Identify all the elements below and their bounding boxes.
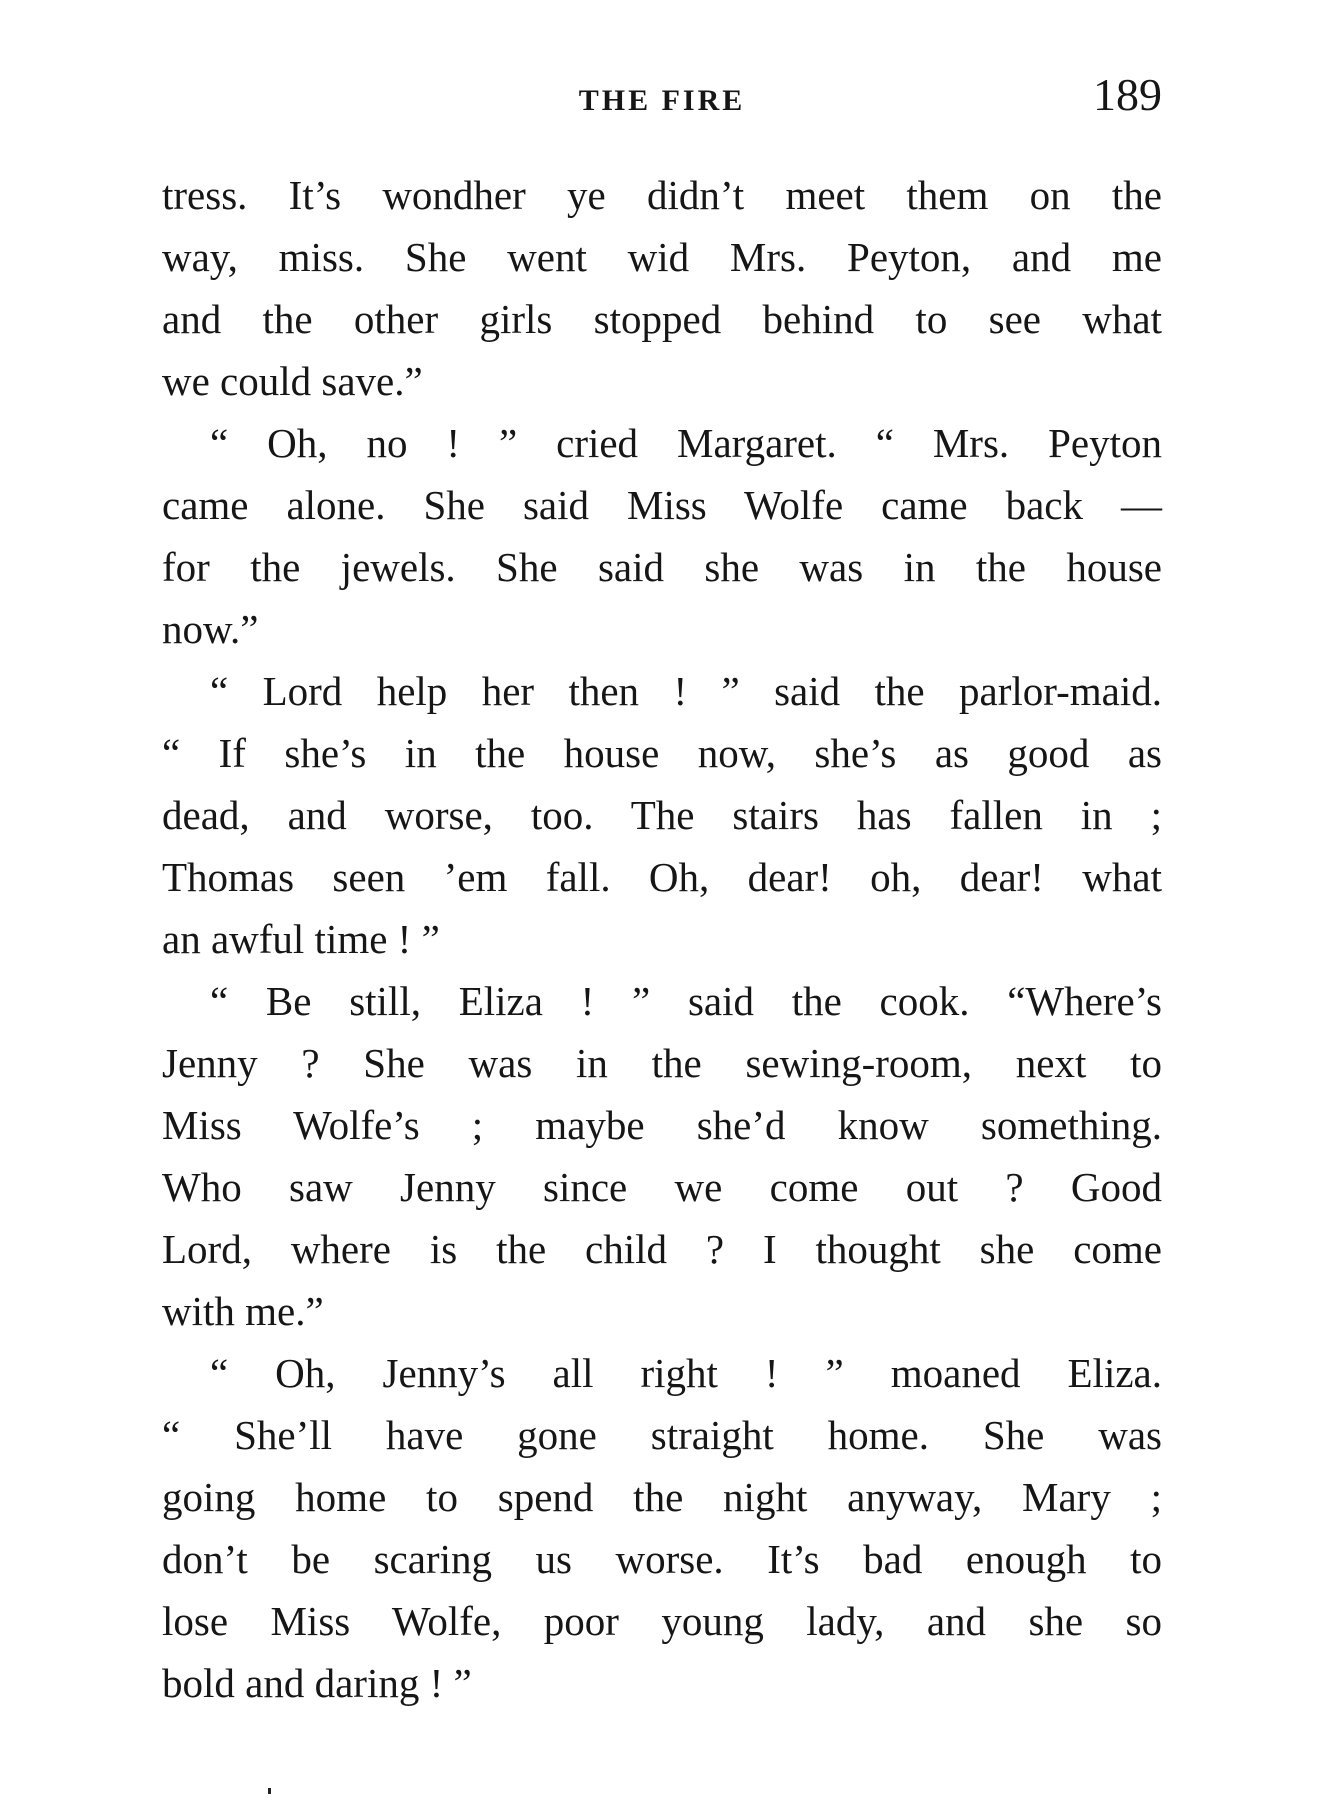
text-line: don’t be scaring us worse. It’s bad enough to	[162, 1536, 1162, 1582]
text-line: Jenny ? She was in the sewing-room, next to	[162, 1040, 1162, 1086]
text-line: “ Oh, no ! ” cried Margaret. “ Mrs. Peyton	[210, 420, 1162, 466]
paragraph-1	[162, 164, 1162, 412]
running-title: THE FIRE	[578, 84, 746, 117]
text-line: “ Be still, Eliza ! ” said the cook. “Where’s	[210, 978, 1162, 1024]
page-header	[162, 68, 1162, 128]
page-number: 189	[1093, 69, 1162, 120]
text-line: tress. It’s wondher ye didn’t meet them on the	[162, 172, 1162, 218]
text-line: lose Miss Wolfe, poor young lady, and she so	[162, 1598, 1162, 1644]
text-line: for the jewels. She said she was in the house	[162, 544, 1162, 590]
text-line: dead, and worse, too. The stairs has fallen in ;	[162, 792, 1162, 838]
text-line: “ She’ll have gone straight home. She was	[162, 1412, 1162, 1458]
text-line: with me.”	[162, 1288, 324, 1334]
text-line: Miss Wolfe’s ; maybe she’d know something.	[162, 1102, 1162, 1148]
text-line: Thomas seen ’em fall. Oh, dear! oh, dear! what	[162, 854, 1162, 900]
text-line: bold and daring ! ”	[162, 1660, 472, 1706]
paragraph-5	[162, 1342, 1162, 1714]
text-line: “ Oh, Jenny’s all right ! ” moaned Eliza.	[210, 1350, 1162, 1396]
paragraph-2	[162, 412, 1162, 660]
text-line: came alone. She said Miss Wolfe came back —	[162, 482, 1162, 528]
text-line: way, miss. She went wid Mrs. Peyton, and me	[162, 234, 1162, 280]
text-line: “ If she’s in the house now, she’s as good as	[162, 730, 1162, 776]
text-line: going home to spend the night anyway, Mary ;	[162, 1474, 1162, 1520]
paragraph-4	[162, 970, 1162, 1342]
text-line: we could save.”	[162, 358, 423, 404]
paragraph-3	[162, 660, 1162, 970]
text-line: Who saw Jenny since we come out ? Good	[162, 1164, 1162, 1210]
text-line: an awful time ! ”	[162, 916, 440, 962]
text-line: and the other girls stopped behind to see what	[162, 296, 1162, 342]
print-speck	[268, 1788, 271, 1794]
text-line: Lord, where is the child ? I thought she come	[162, 1226, 1162, 1272]
body-text	[162, 164, 1162, 1714]
text-line: “ Lord help her then ! ” said the parlor-maid.	[210, 668, 1162, 714]
text-line: now.”	[162, 606, 259, 652]
